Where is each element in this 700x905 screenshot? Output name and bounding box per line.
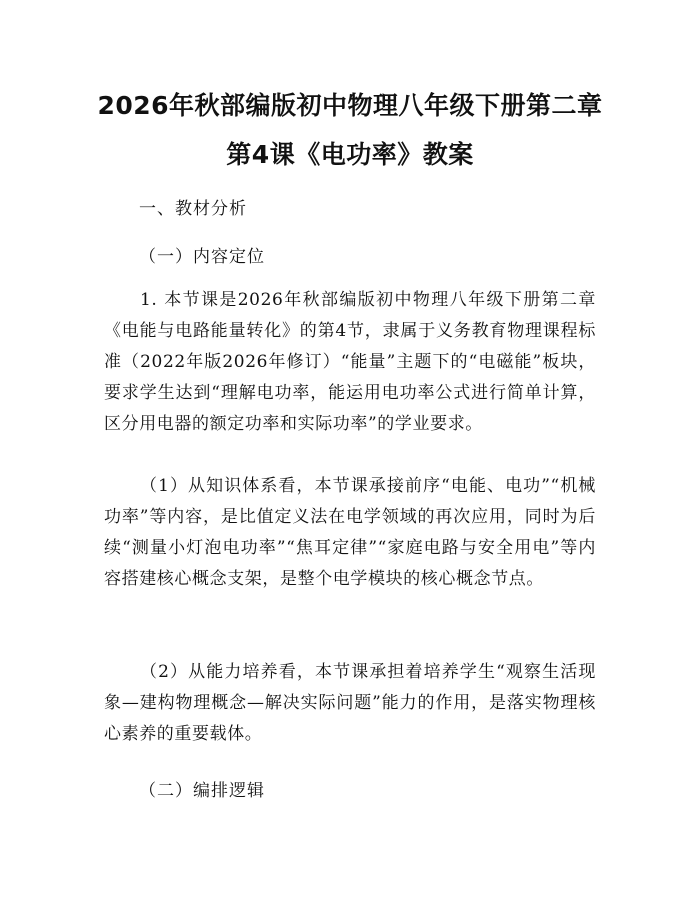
subsection-heading-arrangement-logic: （二）编排逻辑 [139,781,265,801]
subsection-heading-content-positioning: （一）内容定位 [139,247,265,267]
document-title-line-2: 第4课《电功率》教案 [226,140,474,169]
paragraph-knowledge-system: （1）从知识体系看，本节课承接前序“电能、电功”“机械功率”等内容，是比值定义法在电学领域的再次应用，同时为后续“测量小灯泡电功率”“焦耳定律”“家庭电路与安全用电”等内容搭建核心概念支架，是整个电学模块的核心概念节点。 [104,476,596,589]
paragraph-lesson-overview: 1. 本节课是2026年秋部编版初中物理八年级下册第二章《电能与电路能量转化》的第4节，隶属于义务教育物理课程标准（2022年版2026年修订）“能量”主题下的“电磁能”板块，要求学生达到“理解电功率，能运用电功率公式进行简单计算，区分用电器的额定功率和实际功率”的学业要求。 [104,290,596,434]
section-heading-teaching-material-analysis: 一、教材分析 [139,199,247,219]
paragraph-ability-training: （2）从能力培养看，本节课承担着培养学生“观察生活现象—建构物理概念—解决实际问题”能力的作用，是落实物理核心素养的重要载体。 [104,662,596,744]
document-title-line-1: 2026年秋部编版初中物理八年级下册第二章 [97,91,603,120]
